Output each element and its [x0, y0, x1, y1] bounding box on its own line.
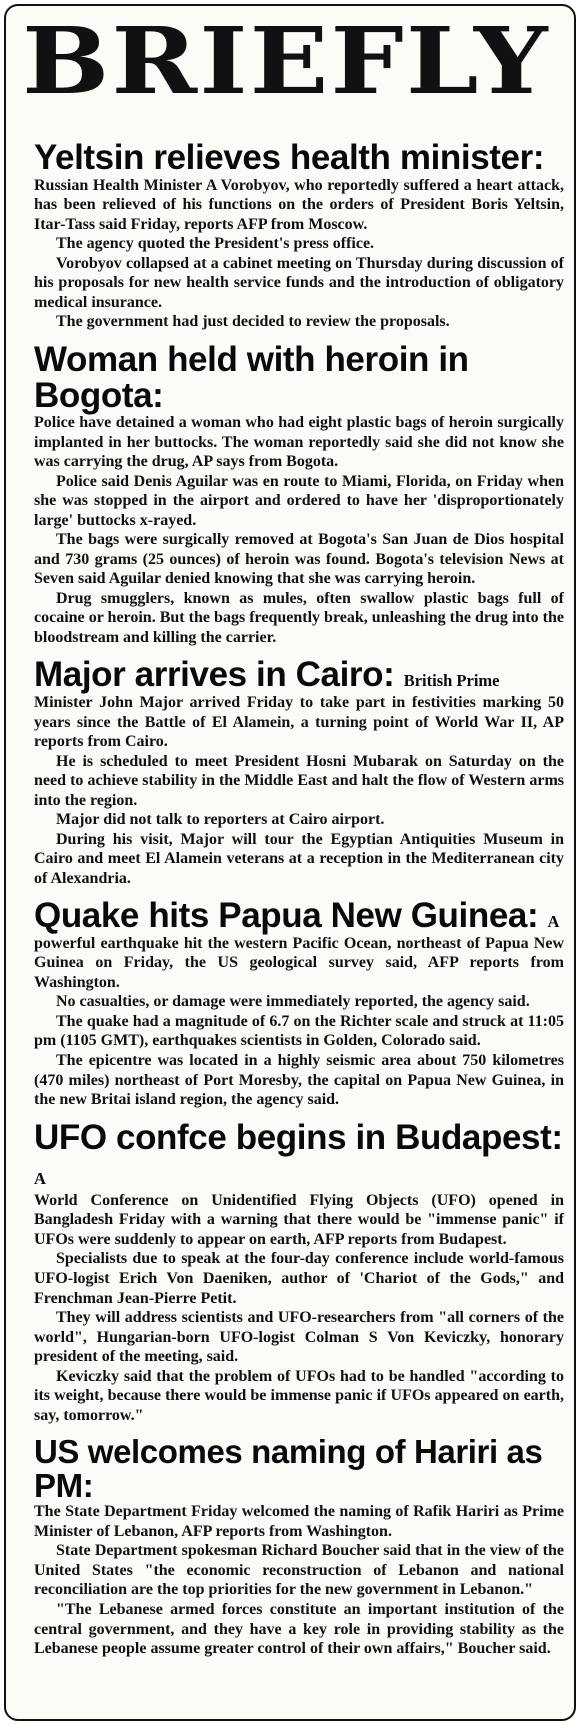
paragraph: The government had just decided to review the proposals. [56, 313, 450, 331]
headline: Woman held with heroin in Bogota: [34, 339, 469, 415]
paragraph: "The Lebanese armed forces constitute an important institution of the central government, and they have a key role in providing stability as the Lebanese people assume greater control of their own affairs," Boucher said. [34, 1601, 564, 1658]
paragraph: The State Department Friday welcomed the naming of Rafik Hariri as Prime Minister of Lebanon, AFP reports from Washington. [34, 1503, 564, 1540]
paragraph: World Conference on Unidentified Flying Objects (UFO) opened in Bangladesh Friday with a warning that there would be "immense panic" if UFOs were suddenly to appear on earth, AFP reports from Budapest. [34, 1191, 564, 1248]
paragraph: Police have detained a woman who had eight plastic bags of heroin surgically implanted in her buttocks. The woman reportedly said she did not know she was carrying the drug, AP says from Bogota. [34, 414, 564, 471]
paragraph: During his visit, Major will tour the Egyptian Antiquities Museum in Cairo and meet El Alamein veterans at a reception in the Mediterranean city of Alexandria. [34, 830, 564, 887]
story-quake [34, 898, 564, 1109]
paragraph: Keviczky said that the problem of UFOs had to be handled "according to its weight, because there would be immense panic if UFOs appeared on earth, say, tomorrow." [34, 1367, 564, 1424]
stories-column [34, 140, 564, 1669]
paragraph: The bags were surgically removed at Bogota's San Juan de Dios hospital and 730 grams (25 ounces) of heroin was found. Bogota's television News at Seven said Aguilar denied knowing that she was carrying heroin. [34, 531, 564, 588]
paragraph: No casualties, or damage were immediately reported, the agency said. [56, 993, 530, 1011]
story-body [34, 176, 564, 332]
paragraph: Minister John Major arrived Friday to take part in festivities marking 50 years since the Battle of El Alamein, a turning point of World War II, AP reports from Cairo. [34, 694, 564, 751]
story-hariri [34, 1435, 564, 1658]
paragraph: Specialists due to speak at the four-day conference include world-famous UFO-logist Erich Von Daeniken, author of 'Chariot of the Gods," and Frenchman Jean-Pierre Petit. [34, 1250, 564, 1307]
paragraph: Drug smugglers, known as mules, often swallow plastic bags full of cocaine or heroin. But the bags frequently break, unleashing the drug into the bloodstream and killing the carrier. [34, 589, 564, 646]
story-bogota [34, 339, 564, 648]
headline: Quake hits Papua New Guinea: A [34, 896, 560, 936]
inline-lede: British Prime [403, 671, 500, 691]
headline: US welcomes naming of Hariri as PM: [34, 1433, 543, 1504]
paragraph: Vorobyov collapsed at a cabinet meeting on Thursday during discussion of his proposals for new health service funds and the introduction of obligatory medical insurance. [34, 254, 564, 311]
paragraph: Major did not talk to reporters at Cairo airport. [56, 811, 385, 829]
story-body [34, 1502, 564, 1658]
paragraph: Police said Denis Aguilar was en route to Miami, Florida, on Friday when she was stopped in the airport and ordered to have her 'disproportionately large' buttocks x-rayed. [34, 472, 564, 529]
clipping-frame [4, 4, 576, 1721]
story-body [34, 934, 564, 1110]
story-body [34, 1191, 564, 1425]
paragraph: He is scheduled to meet President Hosni Mubarak on Saturday on the need to achieve stability in the Middle East and halt the flow of Western arms into the region. [34, 752, 564, 809]
inline-lede: A [34, 1169, 46, 1189]
paragraph: powerful earthquake hit the western Pacific Ocean, northeast of Papua New Guinea on Friday, the US geological survey said, AFP reports from Washington. [34, 934, 564, 991]
headline: Yeltsin relieves health minister: [34, 138, 545, 177]
story-yeltsin [34, 140, 564, 332]
paragraph: Russian Health Minister A Vorobyov, who reportedly suffered a heart attack, has been relieved of his functions on the orders of President Boris Yeltsin, Itar-Tass said Friday, reports AFP from Moscow. [34, 176, 564, 233]
inline-lede: A [547, 912, 560, 932]
headline: UFO confce begins in Budapest: A [34, 1117, 563, 1189]
story-ufo [34, 1117, 564, 1426]
paragraph: They will address scientists and UFO-researchers from "all corners of the world", Hungarian-born UFO-logist Colman S Von Keviczky, honorary president of the meeting, said. [34, 1309, 564, 1366]
story-body [34, 693, 564, 888]
paragraph: The agency quoted the President's press office. [56, 235, 375, 253]
story-body [34, 413, 564, 647]
masthead: BRIEFLY [22, 7, 550, 115]
paragraph: The quake had a magnitude of 6.7 on the Richter scale and struck at 11:05 pm (1105 GMT), earthquakes scientists in Golden, Colorado said. [34, 1012, 564, 1050]
story-cairo [34, 657, 564, 888]
paragraph: The epicentre was located in a highly seismic area about 750 kilometres (470 miles) northeast of Port Moresby, the capital on Papua New Guinea, in the new Britai island region, the agency said. [34, 1052, 564, 1109]
paragraph: State Department spokesman Richard Boucher said that in the view of the United States "the economic reconstruction of Lebanon and national reconciliation are the top priorities for the new government in Lebanon." [34, 1542, 564, 1599]
headline: Major arrives in Cairo: British Prime [34, 655, 500, 695]
